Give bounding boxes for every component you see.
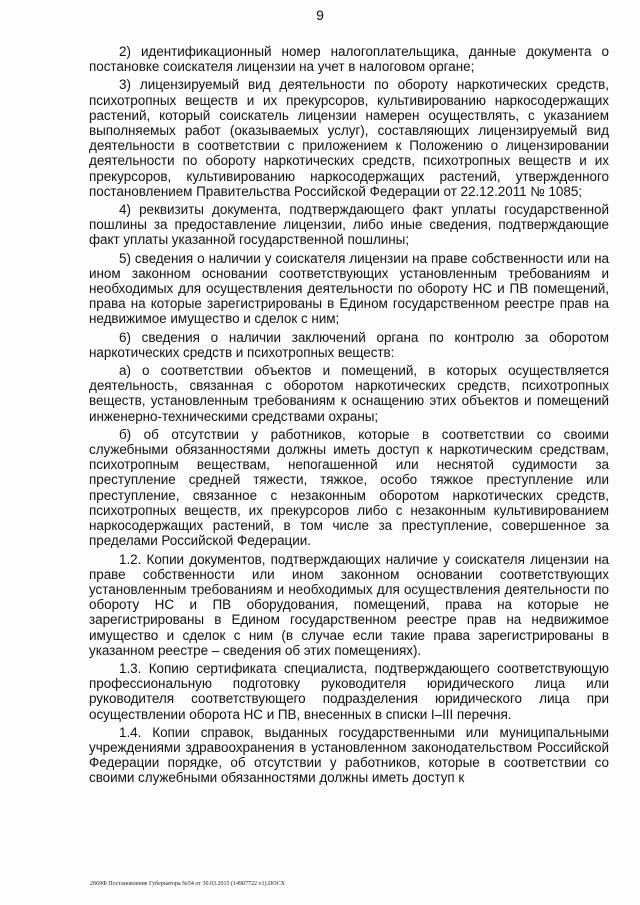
- paragraph-subitem-a: а) о соответствии объектов и помещений, в которых осуществляется деятельность, связанная с оборотом наркотических средств, психотропных веществ, установленным требованиям к оснащению этих объектов и помещений инженерно-техническими средствами охраны;: [89, 363, 609, 424]
- paragraph-item-3: 3) лицензируемый вид деятельности по обороту наркотических средств, психотропных веществ и их прекурсоров, культивированию наркосодержащих растений, который соискатель лицензии намерен осуществлять, с указанием выполняемых работ (оказываемых услуг), составляющих лицензируемый вид деятельности в соответствии с приложением к Положению о лицензировании деятельности по обороту наркотических средств, психотропных веществ и их прекурсоров, культивированию наркосодержащих растений, утвержденного постановлением Правительства Российской Федерации от 22.12.2011 № 1085;: [89, 77, 609, 199]
- paragraph-item-4: 4) реквизиты документа, подтверждающего факт уплаты государственной пошлины за предоставление лицензии, либо иные сведения, подтверждающие факт уплаты указанной государственной пошлины;: [89, 202, 609, 248]
- paragraph-1-3: 1.3. Копию сертификата специалиста, подтверждающего соответствующую профессиональную подготовку руководителя юридического лица или руководителя соответствующего подразделения юридического лица при осуществлении оборота НС и ПВ, внесенных в списки I–III перечня.: [89, 660, 609, 722]
- document-footer: 2069Ф Постановление Губернатора №54 от 30.03.2015 (14907722 v1).DOCX: [90, 881, 285, 887]
- paragraph-1-2: 1.2. Копии документов, подтверждающих наличие у соискателя лицензии на праве собственности или ином законном основании соответствующих установленным требованиям и необходимых для осуществления деятельности по обороту НС и ПВ оборудования, помещений, права на которые не зарегистрированы в Едином государственном реестре прав на недвижимое имущество и сделок с ним (в случае если такие права зарегистрированы в указанном реестре – сведения об этих помещениях).: [89, 551, 609, 658]
- document-body: [89, 44, 609, 789]
- paragraph-item-2: 2) идентификационный номер налогоплательщика, данные документа о постановке соискателя лицензии на учет в налоговом органе;: [89, 44, 609, 75]
- page-number: 9: [316, 7, 324, 23]
- paragraph-item-5: 5) сведения о наличии у соискателя лицензии на праве собственности или на ином законном основании соответствующих установленным требованиям и необходимых для осуществления деятельности по обороту НС и ПВ помещений, права на которые зарегистрированы в Едином государственном реестре прав на недвижимое имущество и сделок с ним;: [89, 250, 609, 327]
- paragraph-subitem-b: б) об отсутствии у работников, которые в соответствии со своими служебными обязанностями должны иметь доступ к наркотическим средствам, психотропным веществам, непогашенной или неснятой судимости за преступление средней тяжести, тяжкое, особо тяжкое преступление или преступление, связанное с незаконным оборотом наркотических средств, психотропных веществ, их прекурсоров либо с незаконным культивированием наркосодержащих растений, в том числе за преступление, совершенное за пределами Российской Федерации.: [89, 426, 609, 549]
- paragraph-1-4: 1.4. Копии справок, выданных государственными или муниципальными учреждениями здравоохранения в установленном законодательством Российской Федерации порядке, об отсутствии у работников, которые в соответствии со своими служебными обязанностями должны иметь доступ к: [89, 724, 609, 786]
- paragraph-item-6: 6) сведения о наличии заключений органа по контролю за оборотом наркотических средств и психотропных веществ:: [89, 329, 609, 360]
